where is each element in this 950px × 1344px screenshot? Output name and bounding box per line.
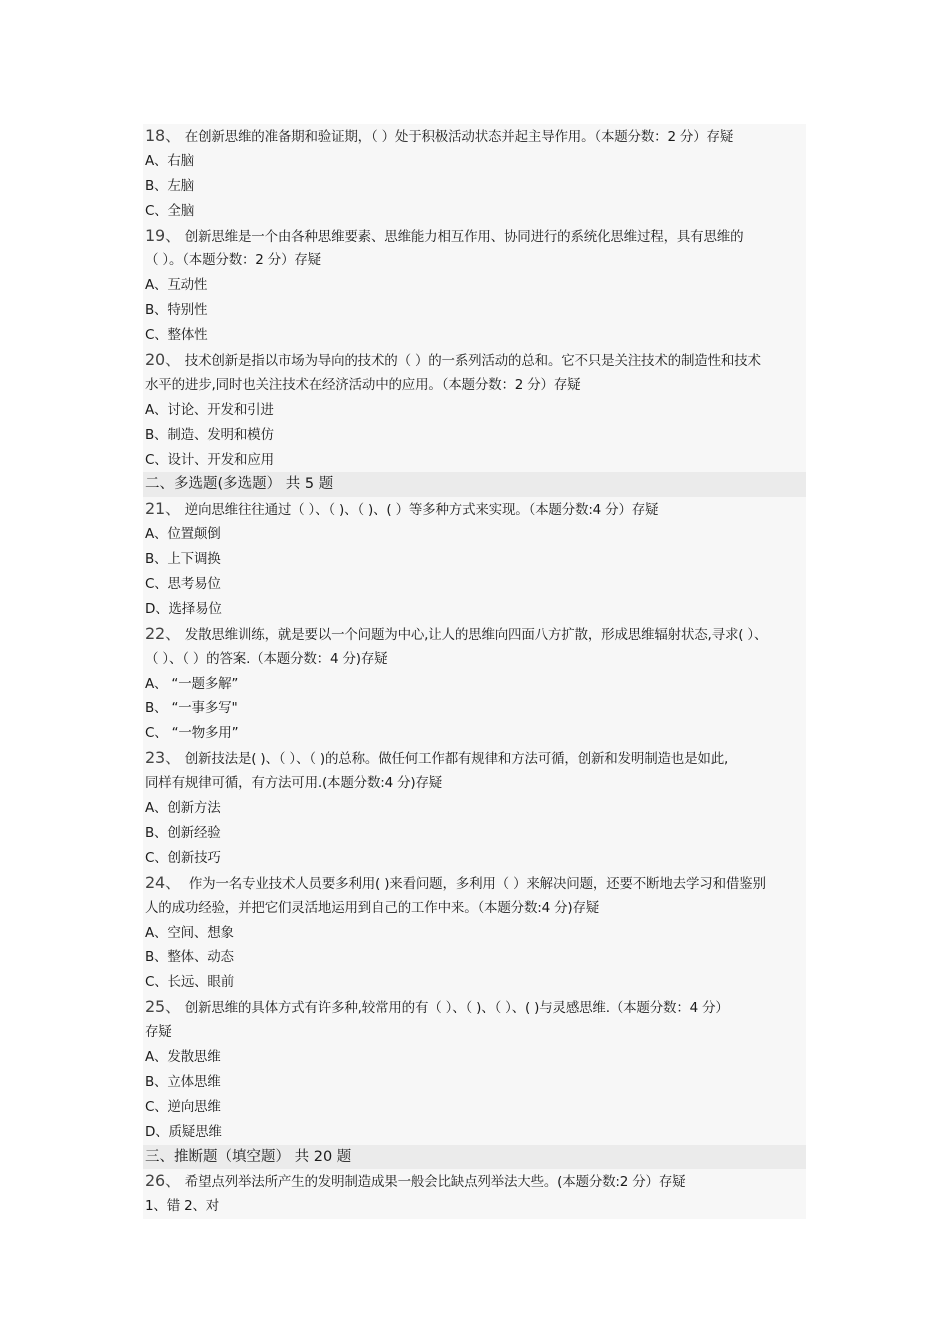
answer-option: C、全脑 — [145, 202, 195, 219]
question-text — [143, 124, 806, 149]
question-number: 20、 — [145, 350, 181, 370]
answer-option: B、上下调换 — [145, 551, 221, 568]
question-line: 希望点列举法所产生的发明制造成果一般会比缺点列举法大些。(本题分数:2 分）存疑 — [184, 1174, 686, 1191]
question-line: 水平的进步,同时也关注技术在经济活动中的应用。（本题分数：2 分）存疑 — [145, 376, 581, 393]
answer-option: B、左脑 — [145, 177, 194, 194]
question-text — [143, 746, 806, 771]
answer-option: B、创新经验 — [145, 824, 221, 841]
answer-option: A、右脑 — [145, 152, 194, 169]
question-line: 在创新思维的准备期和验证期，（ ）处于积极活动状态并起主导作用。（本题分数：2 分）存疑 — [184, 129, 734, 145]
question-text — [143, 224, 806, 249]
answer-option: A、发散思维 — [145, 1048, 221, 1065]
question-list — [143, 124, 806, 1219]
question-text — [143, 1169, 806, 1194]
question-line: 同样有规律可循，有方法可用.(本题分数:4 分)存疑 — [145, 775, 443, 792]
section-heading: 三、推断题（填空题） 共 20 题 — [143, 1145, 806, 1170]
question-text — [143, 622, 806, 647]
answer-option: C、长远、眼前 — [145, 974, 235, 991]
question-line: （ ）。（本题分数：2 分）存疑 — [145, 252, 321, 269]
question-number: 26、 — [145, 1171, 181, 1191]
question-text — [143, 348, 806, 373]
question-line: 逆向思维往往通过（ ）、（ )、（ )、( ）等多种方式来实现。（本题分数:4 分）存疑 — [184, 502, 659, 519]
answer-option: B、 “一事多写" — [145, 700, 238, 717]
question-number: 23、 — [145, 748, 181, 768]
question-line: 人的成功经验，并把它们灵活地运用到自己的工作中来。（本题分数:4 分)存疑 — [145, 899, 600, 916]
answer-option: B、立体思维 — [145, 1073, 221, 1090]
question-line: 创新思维是一个由各种思维要素、思维能力相互作用、协同进行的系统化思维过程，具有思维的 — [184, 228, 744, 245]
question-number: 22、 — [145, 623, 181, 643]
question-line: 存疑 — [145, 1024, 172, 1041]
question-line: 发散思维训练，就是要以一个问题为中心,让人的思维向四面八方扩散，形成思维辐射状态,寻求( ）、 — [184, 626, 768, 643]
answer-option: C、设计、开发和应用 — [145, 451, 274, 468]
answer-option: C、逆向思维 — [145, 1098, 221, 1115]
answer-option: D、选择易位 — [145, 600, 222, 617]
question-text — [143, 497, 806, 522]
question-number: 24、 — [145, 872, 181, 892]
answer-option: A、创新方法 — [145, 800, 221, 817]
question-line: 创新思维的具体方式有许多种,较常用的有（ ）、（ )、（ ）、( )与灵感思维.（本题分数：4 分） — [184, 1000, 729, 1017]
question-number: 18、 — [145, 126, 181, 145]
answer-option: C、整体性 — [145, 327, 208, 344]
answer-option: A、空间、想象 — [145, 924, 234, 941]
question-number: 19、 — [145, 225, 181, 245]
section-heading: 二、多选题(多选题） 共 5 题 — [143, 472, 806, 497]
question-text-continued — [143, 771, 806, 796]
question-text-continued — [143, 896, 806, 921]
question-text — [143, 871, 806, 896]
answer-option: D、质疑思维 — [145, 1123, 222, 1140]
answer-option: C、 “一物多用” — [145, 725, 239, 742]
answer-option: 1、错 2、对 — [145, 1198, 220, 1215]
answer-option: B、特别性 — [145, 302, 208, 319]
answer-option: B、制造、发明和模仿 — [145, 426, 274, 443]
answer-option: A、 “一题多解” — [145, 675, 239, 692]
question-text-continued — [143, 248, 806, 273]
question-number: 21、 — [145, 499, 181, 519]
answer-option: A、位置颠倒 — [145, 526, 221, 543]
question-line: 作为一名专业技术人员要多利用( )来看问题，多利用（ ）来解决问题，还要不断地去学习和借鉴别 — [184, 875, 766, 892]
answer-option: A、互动性 — [145, 277, 208, 294]
question-text-continued — [143, 647, 806, 672]
answer-option: C、思考易位 — [145, 576, 221, 593]
answer-option: C、创新技巧 — [145, 849, 221, 866]
question-line: 创新技法是( )、（ ）、（ )的总称。做任何工作都有规律和方法可循，创新和发明制造也是如此, — [184, 751, 729, 768]
question-number: 25、 — [145, 997, 181, 1017]
question-text-continued — [143, 1020, 806, 1045]
question-text-continued — [143, 373, 806, 398]
answer-option: A、讨论、开发和引进 — [145, 401, 274, 418]
question-text — [143, 995, 806, 1020]
answer-option: B、整体、动态 — [145, 949, 234, 966]
question-line: （ ）、（ ）的答案.（本题分数：4 分)存疑 — [145, 650, 388, 667]
question-line: 技术创新是指以市场为导向的技术的（ ）的一系列活动的总和。它不只是关注技术的制造性和技术 — [184, 353, 761, 370]
